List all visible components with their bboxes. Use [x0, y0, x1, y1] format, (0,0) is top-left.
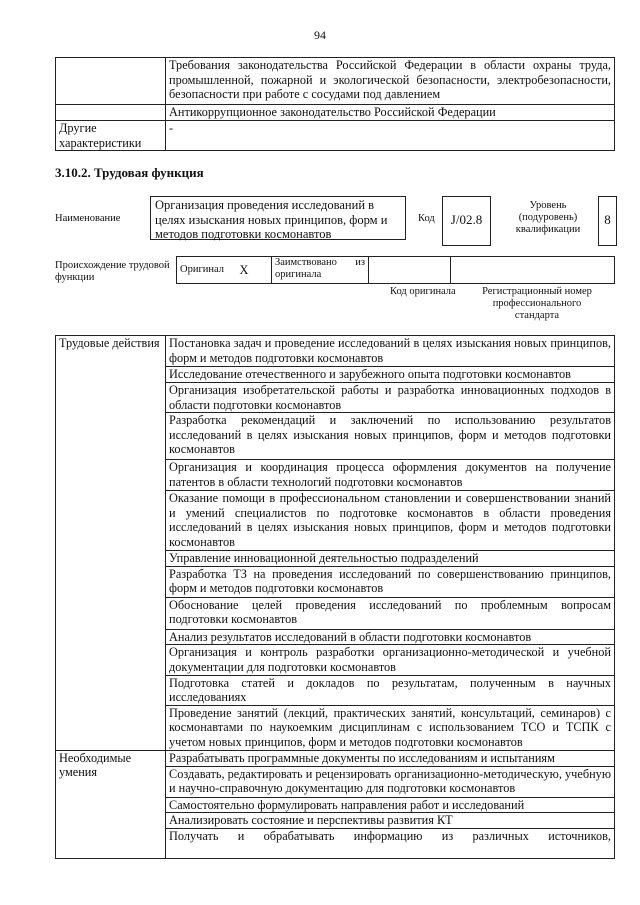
original-cell: Оригинал	[177, 257, 237, 284]
original-mark: X	[237, 257, 272, 284]
action-item: Постановка задач и проведение исследований в целях изыскания новых принципов, форм и методов подготовки космонавтов	[166, 336, 615, 367]
action-item: Анализ результатов исследований в области подготовки космонавтов	[166, 629, 615, 645]
action-item: Подготовка статей и докладов по результатам, полученным в научных исследованиях	[166, 675, 615, 705]
actions-label: Трудовые действия	[56, 336, 166, 751]
reg-number-cell	[451, 257, 615, 284]
reg-number-label: Регистрационный номер профессионального стандарта	[482, 286, 592, 321]
borrowed-cell: Заимствовано из оригинала	[272, 257, 369, 284]
action-item: Разработка рекомендаций и заключений по использованию результатов исследований в целях изыскания новых принципов, форм и методов подготовки космонавтов	[166, 413, 615, 460]
action-item: Исследование отечественного и зарубежного опыта подготовки космонавтов	[166, 367, 615, 383]
skill-item: Создавать, редактировать и рецензировать организационно-методическую, учебную и научно-справочную документацию для подготовки космонавтов	[166, 766, 615, 797]
section-title: 3.10.2. Трудовая функция	[55, 165, 204, 180]
function-details-table	[55, 335, 615, 859]
action-item: Обоснование целей проведения исследований по проблемным вопросам подготовки космонавтов	[166, 597, 615, 629]
skill-item: Разрабатывать программные документы по исследованиям и испытаниям	[166, 750, 615, 766]
requirements-table	[55, 57, 615, 151]
action-item: Оказание помощи в профессиональном становлении и совершенствовании знаний и умений специалистов по подготовке космонавтов в области проведения исследований в целях изыскания новых принципов, форм и методов подготовки космонавтов	[166, 491, 615, 551]
action-item: Разработка ТЗ на проведения исследований по совершенствованию принципов, форм и методов подготовки космонавтов	[166, 566, 615, 597]
function-code: J/02.8	[442, 196, 491, 246]
original-code-label: Код оригинала	[390, 286, 456, 297]
skills-label: Необходимые умения	[56, 750, 166, 858]
original-code-cell	[369, 257, 451, 284]
row-text: Антикоррупционное законодательство Российской Федерации	[166, 105, 615, 121]
row-text: Требования законодательства Российской Федерации в области охраны труда, промышленной, пожарной и экологической безопасности, электробезопасности, безопасности при работе с сосудами под давлением	[166, 58, 615, 105]
row-label	[56, 105, 166, 121]
action-item: Организация и контроль разработки организационно-методической и учебной документации для подготовки космонавтов	[166, 645, 615, 675]
skill-item: Анализировать состояние и перспективы развития КТ	[166, 813, 615, 829]
action-item: Проведение занятий (лекций, практических занятий, консультаций, семинаров) с космонавтами по наукоемким дисциплинам с использованием ТСО и ТСПК с учетом новых принципов, форм и методов подготовки космонавтов	[166, 705, 615, 750]
row-label	[56, 58, 166, 105]
origin-table	[176, 256, 615, 284]
function-name: Организация проведения исследований в целях изыскания новых принципов, форм и методов подготовки космонавтов	[150, 196, 406, 240]
qualification-level: 8	[598, 196, 617, 246]
origin-label: Происхождение трудовой функции	[55, 260, 170, 283]
name-label: Наименование	[55, 213, 121, 224]
skill-item: Получать и обрабатывать информацию из различных источников,	[166, 828, 615, 858]
row-label: Другие характеристики	[56, 121, 166, 151]
level-label: Уровень (подуровень) квалификации	[515, 200, 581, 235]
page-number: 94	[314, 28, 326, 42]
skill-item: Самостоятельно формулировать направления работ и исследований	[166, 797, 615, 813]
row-text: -	[166, 121, 615, 151]
action-item: Управление инновационной деятельностью подразделений	[166, 551, 615, 567]
code-label: Код	[418, 213, 435, 224]
action-item: Организация и координация процесса оформления документов на получение патентов в области технологий подготовки космонавтов	[166, 460, 615, 491]
action-item: Организация изобретательской работы и разработка инновационных подходов в области подготовки космонавтов	[166, 383, 615, 413]
